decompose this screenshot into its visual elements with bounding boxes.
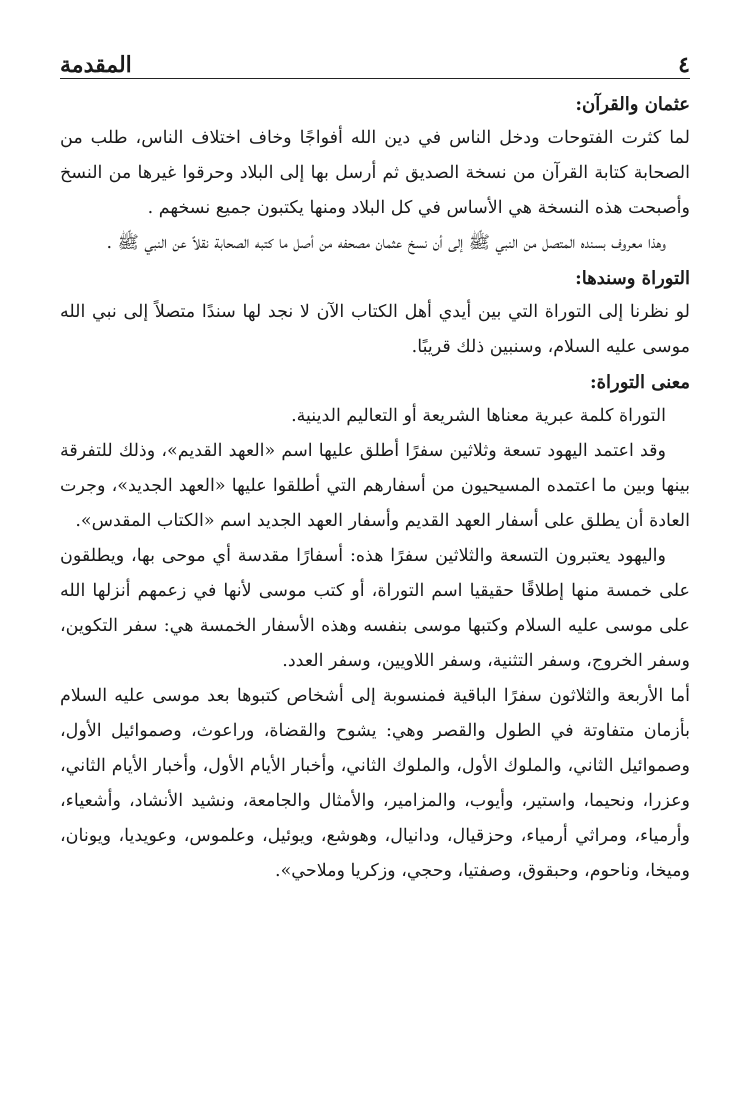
running-header [60,38,690,79]
section-heading: معنى التوراة: [589,372,690,393]
paragraph: لما كثرت الفتوحات ودخل الناس في دين الله أفواجًا وخاف اختلاف الناس، طلب من الصحابة كتابة القرآن من نسخة الصديق ثم أرسل بها إلى البلاد وحرقوا غيرها من النسخ وأصبحت هذه النسخة هي الأساس في كل البلاد ومنها يكتبون جميع نسخهم . [60,128,690,218]
page-number: ٤ [678,52,690,78]
running-title: المقدمة [60,52,132,78]
page [60,38,690,889]
section-heading: التوراة وسندها: [575,268,690,289]
paragraph: واليهود يعتبرون التسعة والثلاثين سفرًا هذه: أسفارًا مقدسة أي موحى بها، ويطلقون على خمسة منها إطلاقًا حقيقيا اسم التوراة، أو كتب موسى لأنها في زعمهم أنزلها الله على موسى عليه السلام وكتبها موسى بنفسه وهذه الأسفار الخمسة هي: سفر التكوين، وسفر الخروج، وسفر التثنية، وسفر اللاويين، وسفر العدد. [60,546,690,671]
page-body [60,79,690,889]
paragraph: وهذا معروف بسنده المتصل من النبي ﷺ إلى أن نسخ عثمان مصحفه من أصل ما كتبه الصحابة نقلاً عن النبي ﷺ . [106,233,666,253]
paragraph: أما الأربعة والثلاثون سفرًا الباقية فمنسوبة إلى أشخاص كتبوها بعد موسى عليه السلام بأزمان متفاوتة في الطول والقصر وهي: يشوح والقضاة، وراعوث، وصموائيل الأول، وصموائيل الثاني، والملوك الأول، والملوك الثاني، وأخبار الأيام الأول، وأخبار الأيام الثاني، وعزرا، ونحيما، واستير، وأيوب، والمزامير، والأمثال والجامعة، ونشيد الأنشاد، وأشعياء، وأرمياء، ومراثي أرمياء، وحزقيال، ودانيال، وهوشع، ويوئيل، وعلموس، وعويديا، ويونان، وميخا، وناحوم، وحبقوق، وصفتيا، وحجي، وزكريا وملاحي». [60,686,690,881]
paragraph: وقد اعتمد اليهود تسعة وثلاثين سفرًا أطلق عليها اسم «العهد القديم»، وذلك للتفرقة بينها وبين ما اعتمده المسيحيون من أسفارهم التي أطلقوا عليها «العهد الجديد»، وجرت العادة أن يطلق على أسفار العهد القديم وأسفار العهد الجديد اسم «الكتاب المقدس». [60,441,690,531]
paragraph: لو نظرنا إلى التوراة التي بين أيدي أهل الكتاب الآن لا نجد لها سندًا متصلاً إلى نبي الله موسى عليه السلام، وسنبين ذلك قريبًا. [60,302,690,357]
section-heading: عثمان والقرآن: [575,94,690,115]
paragraph: التوراة كلمة عبرية معناها الشريعة أو التعاليم الدينية. [291,406,666,426]
